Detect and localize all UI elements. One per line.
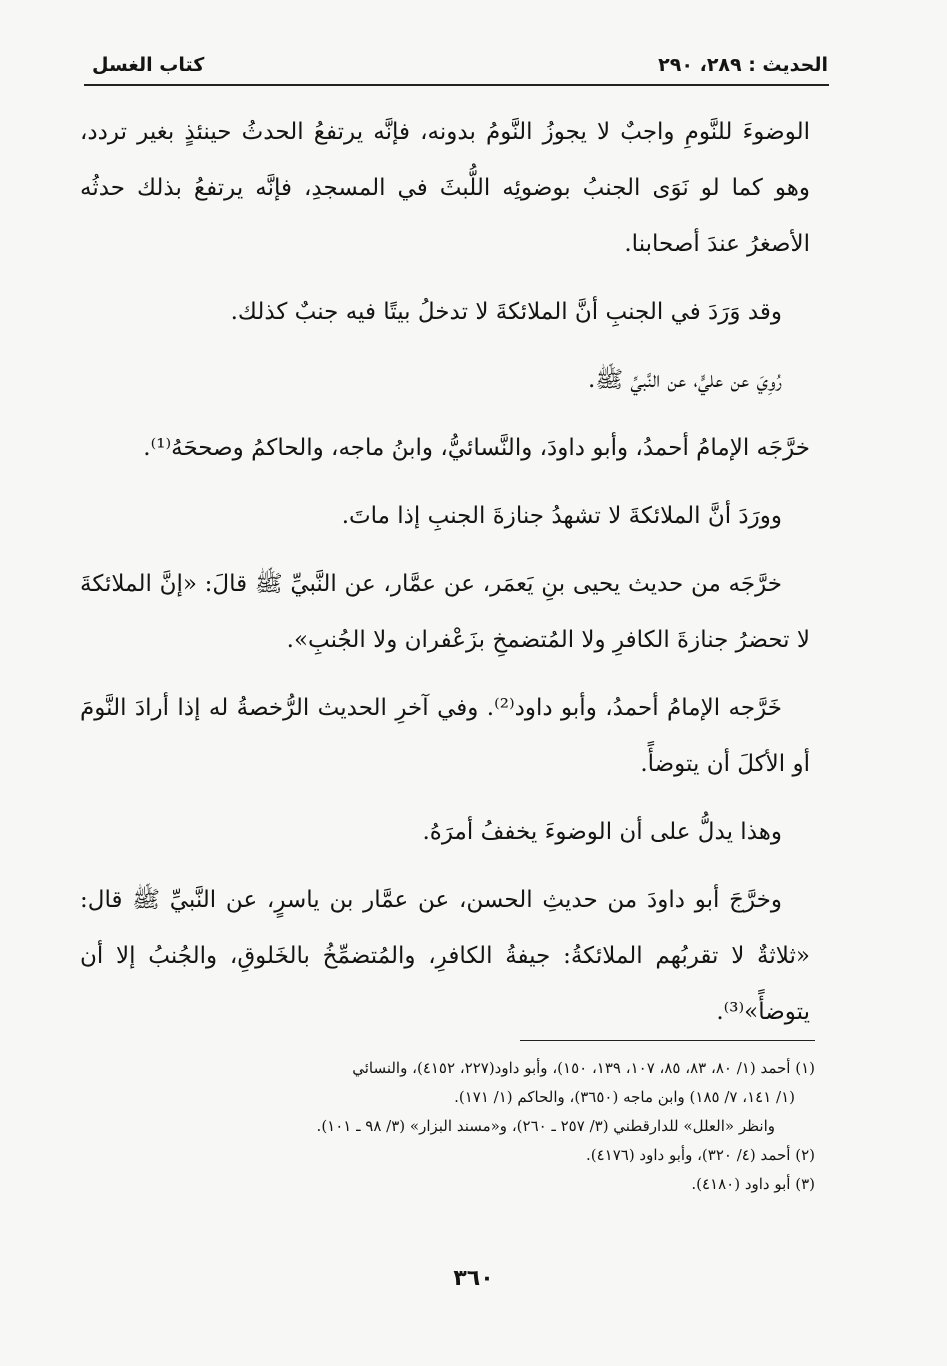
- running-header: [84, 50, 828, 82]
- main-text: [80, 104, 810, 1052]
- paragraph: وخرَّجَ أبو داودَ من حديثِ الحسن، عن عمَّار بن ياسرٍ، عن النَّبيِّ ﷺ قال: «ثلاثةٌ لا تقربُهم الملائكةُ: جيفةُ الكافرِ، والمُتضمِّخُ بالخَلوقِ، والجُنبُ إلا أن يتوضأً»⁽³⁾.: [80, 887, 810, 1025]
- page-number: ٣٦٠: [453, 1266, 494, 1291]
- paragraph: وقد وَرَدَ في الجنبِ أنَّ الملائكةَ لا تدخلُ بيتًا فيه جنبٌ كذلك.: [230, 299, 782, 325]
- paragraph: الوضوءَ للنَّومِ واجبٌ لا يجوزُ النَّومُ بدونه، فإنَّه يرتفعُ الحدثُ حينئذٍ بغير تردد، وهو كما لو نَوَى الجنبُ بوضوئِه اللُّبثَ في المسجدِ، فإنَّه يرتفعُ بذلك حدثُه الأصغرُ عندَ أصحابنا.: [80, 119, 810, 257]
- paragraph: خرَّجَه من حديث يحيى بنِ يَعمَر، عن عمَّار، عن النَّبيِّ ﷺ قالَ: «إنَّ الملائكةَ لا تحضرُ جنازةَ الكافرِ ولا المُتضمخِ بزَعْفران ولا الجُنبِ».: [80, 571, 810, 653]
- book-title: كتاب الغسل: [92, 54, 205, 76]
- paragraph: وورَدَ أنَّ الملائكةَ لا تشهدُ جنازةَ الجنبِ إذا ماتَ.: [341, 503, 782, 529]
- footnotes: [80, 1054, 815, 1199]
- header-divider: [84, 84, 829, 86]
- footnote: (٢) أحمد (٤/ ٣٢٠)، وأبو داود (٤١٧٦).: [585, 1146, 815, 1164]
- footnote: (١) أحمد (١/ ٨٠، ٨٣، ٨٥، ١٠٧، ١٣٩، ١٥٠)، وأبو داود(٢٢٧، ٤١٥٢)، والنسائي: [352, 1059, 815, 1077]
- footnote: (١/ ١٤١، ٧/ ١٨٥) وابن ماجه (٣٦٥٠)، والحاكم (١/ ١٧١).: [454, 1088, 795, 1106]
- footnote: (٣) أبو داود (٤١٨٠).: [691, 1175, 815, 1193]
- paragraph: خَرَّجه الإمامُ أحمدُ، وأبو داود⁽²⁾. وفي آخرِ الحديث الرُّخصةُ له إذا أرادَ النَّومَ أو الأكلَ أن يتوضأً.: [80, 695, 810, 777]
- paragraph: خرَّجَه الإمامُ أحمدُ، وأبو داودَ، والنَّسائيُّ، وابنُ ماجه، والحاكمُ وصححَهُ⁽¹⁾.: [143, 435, 810, 461]
- hadith-numbers: الحديث : ٢٨٩، ٢٩٠: [658, 54, 828, 76]
- footnote-divider: [520, 1040, 815, 1041]
- paragraph: وهذا يدلُّ على أن الوضوءَ يخففُ أمرَهُ.: [422, 819, 782, 845]
- footnote: وانظر «العلل» للدارقطني (٣/ ٢٥٧ ـ ٢٦٠)، و«مسند البزار» (٣/ ٩٨ ـ ١٠١).: [316, 1117, 775, 1135]
- paragraph: رُوِيَ عن عليٍّ، عن النَّبيِّ ﷺ.: [588, 367, 782, 393]
